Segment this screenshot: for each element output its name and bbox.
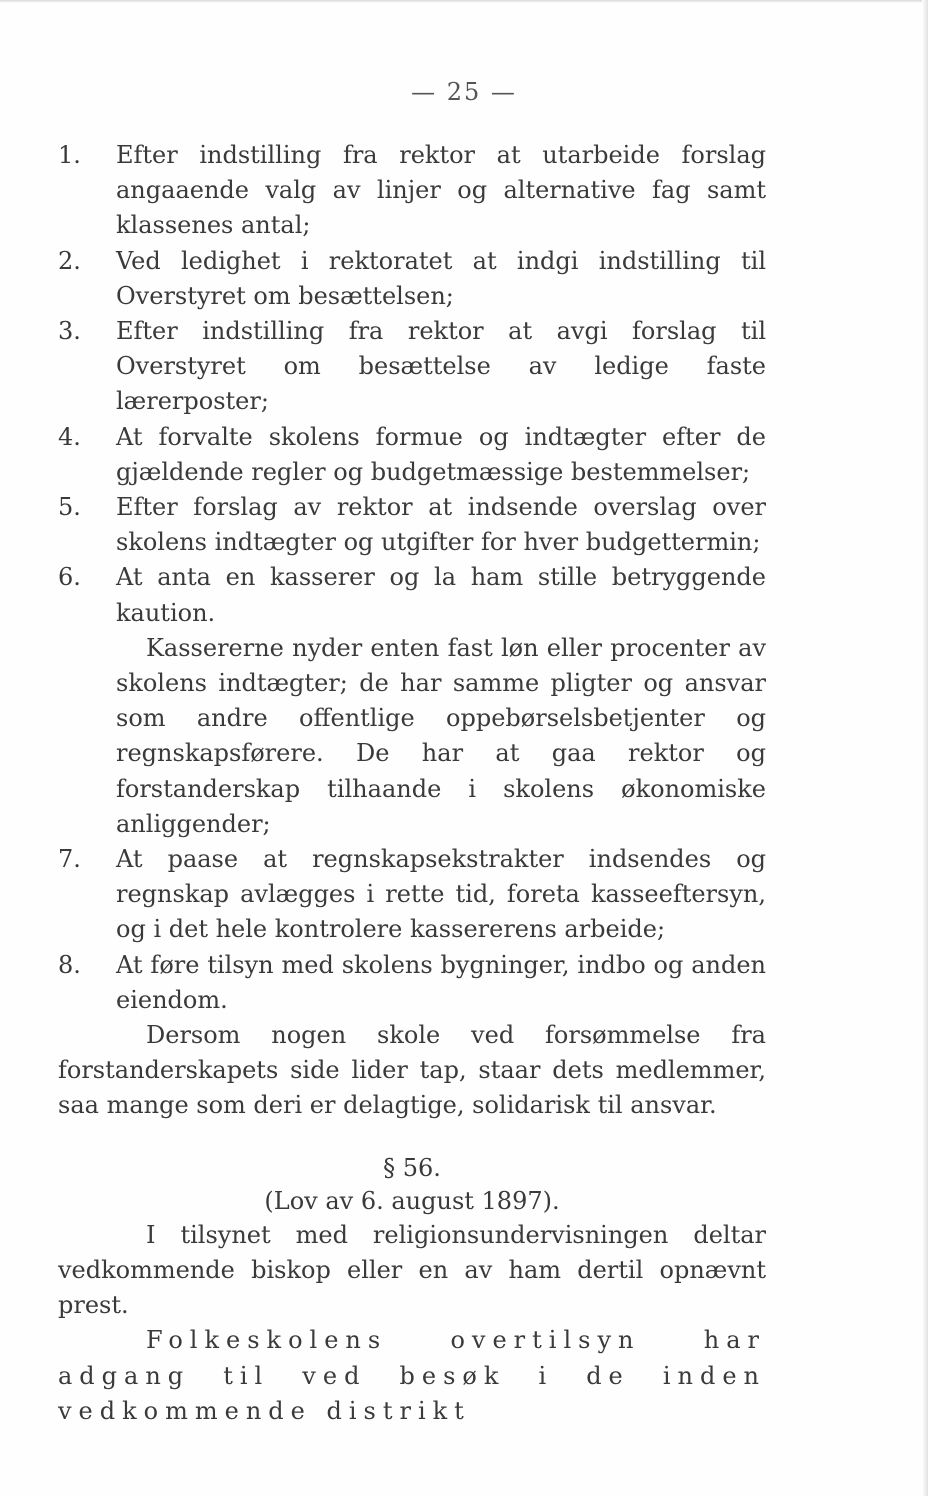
page-number: — 25 —: [411, 78, 517, 106]
list-item-number: 4.: [58, 422, 81, 451]
list-item: [58, 560, 766, 630]
list-item: [58, 490, 766, 560]
section-paragraph: Folkeskolens overtilsyn har adgang til ved besøk i de inden vedkommende distrikt: [58, 1326, 766, 1425]
list-item-number: 3.: [58, 317, 81, 346]
list-item-number: 1.: [58, 141, 81, 169]
list-item-text: At paase at regnskapsekstrakter indsendes og regnskap avlægges i rette tid, foreta kasseeftersyn, og i det hele kontrolere kassererens arbeide;: [116, 845, 766, 944]
list-item: [58, 420, 766, 490]
section-paragraph: I tilsynet med religionsundervisningen deltar vedkommende biskop eller en av ham dertil opnævnt prest.: [58, 1220, 766, 1320]
list-item: [58, 138, 766, 244]
list-item-text: Efter indstilling fra rektor at avgi forslag til Overstyret om besættelse av ledige faste lærerposter;: [116, 317, 766, 416]
list-item-text: Efter forslag av rektor at indsende overslag over skolens indtægter og utgifter for hver budgettermin;: [116, 493, 766, 557]
list-item-text: Efter indstilling fra rektor at utarbeide forslag angaaende valg av linjer og alternative fag samt klassenes antal;: [116, 141, 766, 240]
list-item: [58, 244, 766, 314]
page-right-edge: [922, 0, 928, 1496]
page-top-edge: [0, 0, 928, 3]
list-item: [58, 314, 766, 420]
list-item-text: At anta en kasserer og la ham stille betryggende kaution.: [116, 563, 766, 627]
list-item-number: 8.: [58, 950, 81, 979]
page-body: [58, 138, 766, 1429]
list-item-number: 2.: [58, 246, 81, 275]
list-item-text: Ved ledighet i rektoratet at indgi indstilling til Overstyret om besættelsen;: [116, 246, 766, 310]
list-item: [58, 948, 766, 1018]
list-item-number: 5.: [58, 493, 81, 522]
liability-paragraph: Dersom nogen skole ved forsømmelse fra forstanderskapets side lider tap, staar dets medlemmer, saa mange som deri er delagtige, solidarisk til ansvar.: [58, 1021, 766, 1120]
list-item: [58, 842, 766, 948]
section-reference: (Lov av 6. august 1897).: [264, 1186, 560, 1215]
list-item-text: At føre tilsyn med skolens bygninger, indbo og anden eiendom.: [116, 950, 766, 1014]
list-item-text: At forvalte skolens formue og indtægter efter de gjældende regler og budgetmæssige bestemmelser;: [116, 422, 766, 486]
kasserer-paragraph: Kassererne nyder enten fast løn eller procenter av skolens indtægter; de har samme pligter og ansvar som andre offentlige oppebørselsbetjenter og regnskapsførere. De har at gaa rektor og forstanderskap tilhaande i skolens økonomiske anliggender;: [116, 633, 766, 838]
section-heading: § 56.: [383, 1153, 441, 1182]
list-item-number: 6.: [58, 563, 81, 592]
list-item-number: 7.: [58, 845, 81, 874]
